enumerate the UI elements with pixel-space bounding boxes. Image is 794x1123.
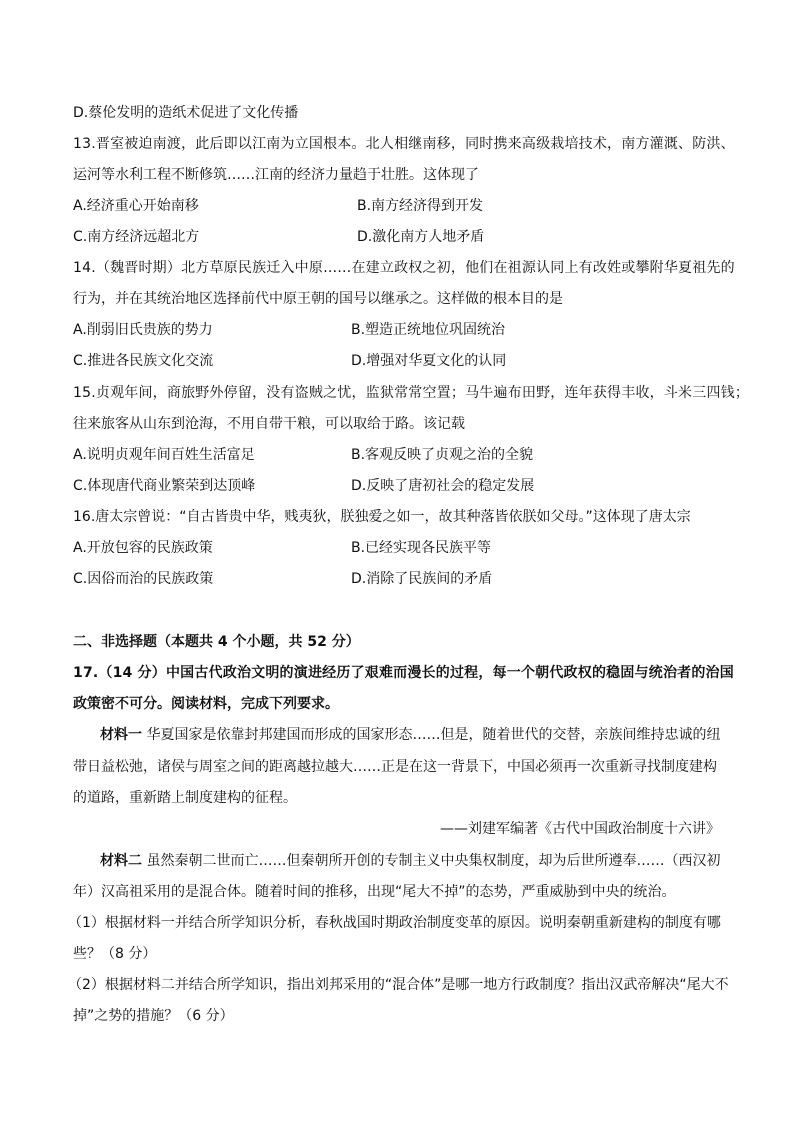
material-2-line1	[100, 851, 720, 871]
q13-option-c: C.南方经济远超北方	[73, 229, 200, 245]
q17-part2-line2: 掉”之势的措施？（6 分）	[73, 1008, 234, 1024]
q16-option-a: A.开放包容的民族政策	[73, 540, 213, 556]
q16-option-c: C.因俗而治的民族政策	[73, 571, 214, 587]
q14-option-b: B.塑造正统地位巩固统治	[351, 322, 506, 338]
q15-option-b: B.客观反映了贞观之治的全貌	[351, 447, 534, 463]
q17-stem-line2: 政策密不可分。阅读材料，完成下列要求。	[73, 696, 339, 712]
q16-stem: 16.唐太宗曾说：“自古皆贵中华，贱夷狄，朕独爱之如一，故其种落皆依朕如父母。”这体现了唐太宗	[73, 509, 691, 525]
material-1-source: ——刘建军编著《古代中国政治制度十六讲》	[440, 821, 720, 837]
q15-option-c: C.体现唐代商业繁荣到达顶峰	[73, 478, 256, 494]
material-1-label: 材料一	[100, 727, 142, 743]
q14-stem-line1: 14.（魏晋时期）北方草原民族迁入中原……在建立政权之初，他们在祖源认同上有改姓或攀附华夏祖先的	[73, 260, 735, 276]
q16-option-d: D.消除了民族间的矛盾	[351, 571, 493, 587]
q13-option-b: B.南方经济得到开发	[357, 198, 484, 214]
q13-option-d: D.激化南方人地矛盾	[357, 229, 485, 245]
material-2-line2: 年）汉高祖采用的是混合体。随着时间的推移，出现“尾大不掉”的态势，严重威胁到中央的统治。	[73, 884, 676, 900]
q14-stem-line2: 行为，并在其统治地区选择前代中原王朝的国号以继承之。这样做的根本目的是	[73, 291, 563, 307]
q17-part1-line1: （1）根据材料一并结合所学知识分析，春秋战国时期政治制度变革的原因。说明秦朝重新建构的制度有哪	[68, 915, 721, 931]
q12-option-d: D.蔡伦发明的造纸术促进了文化传播	[73, 105, 299, 121]
q14-option-d: D.增强对华夏文化的认同	[351, 353, 507, 369]
material-1-line3: 的道路，重新踏上制度建构的征程。	[73, 790, 297, 806]
q15-stem-line1: 15.贞观年间，商旅野外停留，没有盗贼之忧，监狱常常空置；马牛遍布田野，连年获得丰收，斗米三四钱；	[73, 385, 750, 401]
q16-option-b: B.已经实现各民族平等	[351, 540, 492, 556]
q15-option-d: D.反映了唐初社会的稳定发展	[351, 478, 535, 494]
q15-stem-line2: 往来旅客从山东到沧海，不用自带干粮，可以取给于路。该记载	[73, 416, 465, 432]
q13-stem-line1: 13.晋室被迫南渡，此后即以江南为立国根本。北人相继南移，同时携来高级栽培技术，南方灌溉、防洪、	[73, 136, 735, 152]
q13-stem-line2: 运河等水利工程不断修筑……江南的经济力量趋于壮胜。这体现了	[73, 167, 479, 183]
q14-option-a: A.削弱旧氏贵族的势力	[73, 322, 213, 338]
material-1-text: 华夏国家是依靠封邦建国而形成的国家形态……但是，随着世代的交替，亲族间维持忠诚的纽	[142, 727, 721, 743]
q17-part1-line2: 些？（8 分）	[73, 946, 157, 962]
q13-option-a: A.经济重心开始南移	[73, 198, 199, 214]
q14-option-c: C.推进各民族文化交流	[73, 353, 214, 369]
material-2-label: 材料二	[100, 853, 142, 869]
material-2-text: 虽然秦朝二世而亡……但秦朝所开创的专制主义中央集权制度，却为后世所遵奉……（西汉初	[142, 853, 721, 869]
section-2-heading: 二、非选择题（本题共 4 个小题，共 52 分）	[73, 634, 360, 650]
q17-stem-line1: 17.（14 分）中国古代政治文明的演进经历了艰难而漫长的过程，每一个朝代政权的稳固与统治者的治国	[73, 665, 734, 681]
material-1-line2: 带日益松弛，诸侯与周室之间的距离越拉越大……正是在这一背景下，中国必须再一次重新寻找制度建构	[73, 759, 717, 775]
material-1-line1	[100, 725, 720, 745]
q15-option-a: A.说明贞观年间百姓生活富足	[73, 447, 255, 463]
q17-part2-line1: （2）根据材料二并结合所学知识，指出刘邦采用的“混合体”是哪一地方行政制度？指出汉武帝解决“尾大不	[68, 977, 729, 993]
